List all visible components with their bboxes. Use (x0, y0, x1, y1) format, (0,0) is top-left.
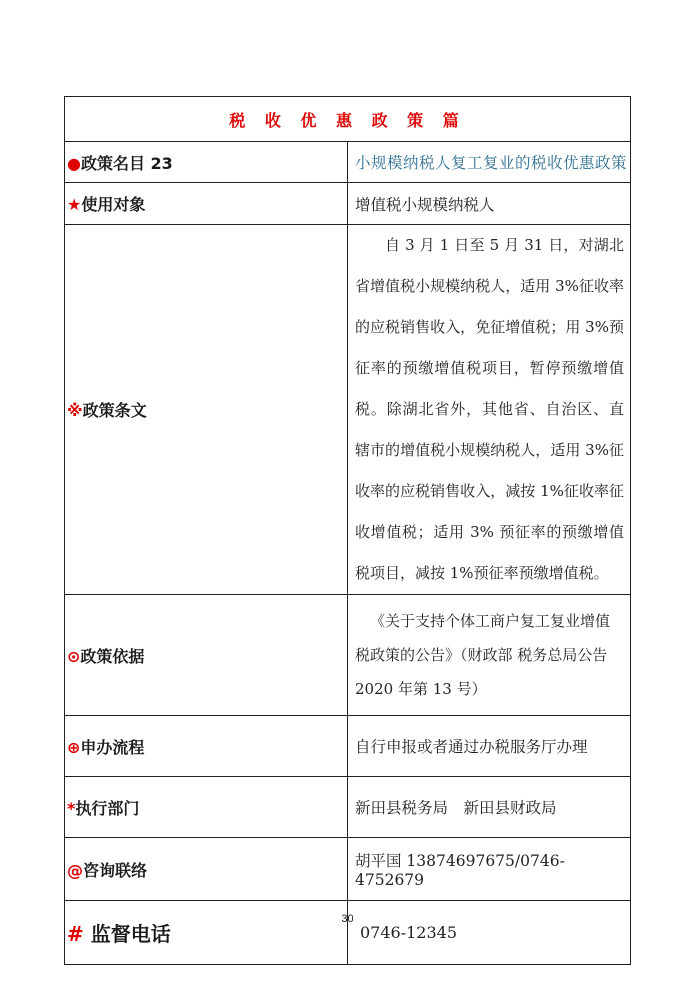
process-label: 申办流程 (80, 737, 145, 757)
table-title: 税 收 优 惠 政 策 篇 (65, 97, 631, 142)
clause-value-cell (348, 225, 631, 595)
policy-table (64, 96, 631, 965)
row-phone (65, 901, 631, 965)
clause-label-cell (65, 225, 348, 595)
contact-label-cell (65, 838, 348, 901)
process-label-cell (65, 716, 348, 777)
dept-label: 执行部门 (75, 798, 140, 818)
page-number: 30 (341, 913, 354, 925)
dept-label-cell (65, 777, 348, 838)
circled-plus-icon: ⊕ (67, 737, 81, 757)
contact-value: 胡平国 13874697675/0746-4752679 (348, 838, 631, 901)
circled-dot-icon: ⊙ (67, 646, 81, 666)
policy-name-label-cell (65, 142, 348, 183)
clause-text: 自 3 月 1 日至 5 月 31 日，对湖北省增值税小规模纳税人，适用 3%征收率的应税销售收入，免征增值税；用 3%预征率的预缴增值税项目，暂停预缴增值税。除湖北省外，其他省、自治区、直辖市的增值税小规模纳税人，适用 3%征收率的应税销售收入，减按 1%征收率征收增值税；适用 3% 预征率的预缴增值税项目，减按 1%预征率预缴增值税。 (355, 236, 624, 582)
at-sign-icon: @ (67, 860, 83, 880)
row-process (65, 716, 631, 777)
clause-label: 政策条文 (82, 401, 147, 420)
hash-icon: # (67, 922, 84, 946)
process-value: 自行申报或者通过办税服务厅办理 (348, 716, 631, 777)
reference-mark-icon: ※ (67, 401, 83, 420)
star-icon: ★ (67, 195, 82, 214)
row-basis (65, 595, 631, 716)
target-label-cell (65, 183, 348, 225)
dept-value: 新田县税务局 新田县财政局 (348, 777, 631, 838)
policy-sheet (64, 96, 631, 965)
row-policy-name (65, 142, 631, 183)
row-contact (65, 838, 631, 901)
red-dot-icon: ● (67, 153, 81, 173)
basis-value: 《关于支持个体工商户复工复业增值税政策的公告》（财政部 税务总局公告 2020 年第 13 号） (348, 595, 631, 716)
asterisk-icon: * (67, 798, 76, 818)
title-row (65, 97, 631, 142)
policy-name-label: 政策名目 23 (80, 153, 173, 173)
policy-name-value: 小规模纳税人复工复业的税收优惠政策 (348, 142, 631, 183)
basis-label: 政策依据 (80, 646, 145, 666)
phone-label: 监督电话 (90, 922, 171, 946)
target-value: 增值税小规模纳税人 (348, 183, 631, 225)
target-label: 使用对象 (81, 195, 146, 214)
phone-label-cell (65, 901, 348, 965)
contact-label: 咨询联络 (83, 860, 148, 880)
row-clause (65, 225, 631, 595)
row-dept (65, 777, 631, 838)
row-target (65, 183, 631, 225)
phone-value: 0746-12345 (348, 901, 631, 965)
basis-label-cell (65, 595, 348, 716)
